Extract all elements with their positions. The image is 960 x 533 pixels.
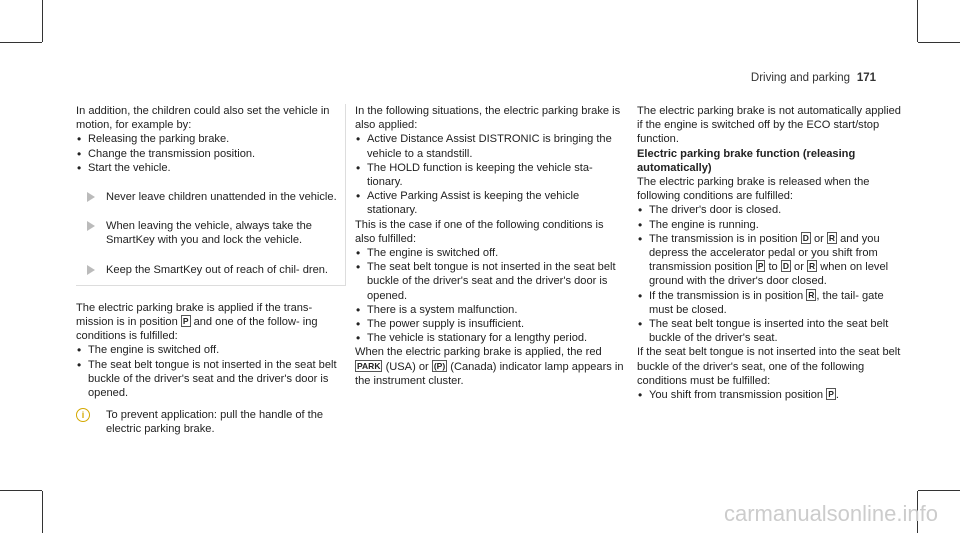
park-lamp-symbol: PARK <box>357 360 381 371</box>
list-item: • If the transmission is in position R , the tail- gate must be closed. <box>637 289 907 317</box>
list-item: • The seat belt tongue is not inserted in the seat belt buckle of the driver's seat and the driver's door is opened. <box>355 260 625 303</box>
list-item: • The transmission is in position D or R and you depress the accelerator pedal or you shift from transmission position P to D or R when on level ground with the driver's door closed. <box>637 232 907 289</box>
paragraph: If the seat belt tongue is not inserted into the seat belt buckle of the driver's seat, one of the following conditions must be fulfilled: <box>637 346 901 387</box>
condition-list <box>637 203 907 345</box>
list-item: • You shift from transmission position P . <box>637 388 907 402</box>
brake-lamp-symbol: (P) <box>433 360 446 371</box>
gear-d-symbol: D <box>802 232 809 243</box>
info-icon: i <box>76 408 90 422</box>
crop-mark <box>0 42 42 43</box>
paragraph: The electric parking brake is released when the following conditions are fulfilled: <box>637 176 870 203</box>
gear-r-symbol: R <box>809 261 816 272</box>
list-item: • The seat belt tongue is inserted into the seat belt buckle of the driver's seat. <box>637 317 907 345</box>
list-item: • Change the transmission position. <box>76 147 337 161</box>
list-item: • Releasing the parking brake. <box>76 132 337 146</box>
list-item: • The driver's door is closed. <box>637 203 907 217</box>
list-item: • There is a system malfunction. <box>355 303 625 317</box>
gear-d-symbol: D <box>782 261 789 272</box>
list-item: • The engine is running. <box>637 218 907 232</box>
warning-item: Keep the SmartKey out of reach of chil- dren. <box>76 263 337 277</box>
situation-list <box>355 132 625 217</box>
column-3 <box>637 104 907 402</box>
list-item: • Active Distance Assist DISTRONIC is bringing the vehicle to a standstill. <box>355 132 625 160</box>
warning-item: Never leave children unattended in the vehicle. <box>76 190 337 204</box>
paragraph: The electric parking brake is not automatically applied if the engine is switched off by the ECO start/stop function. <box>637 105 901 146</box>
gear-r-symbol: R <box>808 289 815 300</box>
note: i To prevent application: pull the handle of the electric parking brake. <box>76 408 346 436</box>
condition-list <box>76 343 346 400</box>
paragraph: This is the case if one of the following conditions is also fulfilled: <box>355 218 604 245</box>
column-1 <box>76 104 346 437</box>
warning-box <box>76 104 346 286</box>
list-item: • The engine is switched off. <box>76 343 346 357</box>
gear-p-symbol: P <box>828 389 834 400</box>
crop-mark <box>42 0 43 42</box>
warning-item: When leaving the vehicle, always take the SmartKey with you and lock the vehicle. <box>76 219 337 247</box>
condition-list <box>637 388 907 402</box>
section-title: Driving and parking <box>750 72 850 84</box>
arrow-icon <box>87 192 95 202</box>
arrow-icon <box>87 265 95 275</box>
box-intro: In addition, the children could also set the vehicle in motion, for example by: <box>76 105 330 132</box>
gear-p-symbol: P <box>757 261 764 272</box>
crop-mark <box>917 0 918 42</box>
paragraph: In the following situations, the electric parking brake is also applied: <box>355 105 621 132</box>
list-item: • The power supply is insufficient. <box>355 317 625 331</box>
watermark: carmanualsonline.info <box>723 501 938 526</box>
list-item: • The engine is switched off. <box>355 246 625 260</box>
arrow-icon <box>87 221 95 231</box>
box-list <box>76 132 337 175</box>
gear-r-symbol: R <box>828 232 836 243</box>
crop-mark <box>0 490 42 491</box>
paragraph: When the electric parking brake is applied, the red PARK (USA) or (P) (Canada) indicator lamp appears in the instrument cluster. <box>355 346 624 387</box>
condition-list <box>355 246 625 345</box>
crop-mark <box>918 42 960 43</box>
list-item: • The seat belt tongue is not inserted in the seat belt buckle of the driver's seat and the driver's door is opened. <box>76 358 346 401</box>
list-item: • Start the vehicle. <box>76 161 337 175</box>
list-item: • The HOLD function is keeping the vehicle sta- tionary. <box>355 161 625 189</box>
list-item: • Active Parking Assist is keeping the vehicle stationary. <box>355 189 625 217</box>
section-heading: Electric parking brake function (releasing automatically) <box>637 147 856 174</box>
page-number: 171 <box>856 72 876 84</box>
column-2 <box>355 104 625 388</box>
list-item: • The vehicle is stationary for a lengthy period. <box>355 331 625 345</box>
crop-mark <box>918 490 960 491</box>
crop-mark <box>42 491 43 533</box>
gear-p-symbol: P <box>182 316 189 327</box>
paragraph: The electric parking brake is applied if the trans- mission is in position P and one of the follow- ing conditions is fulfilled: <box>76 301 318 343</box>
